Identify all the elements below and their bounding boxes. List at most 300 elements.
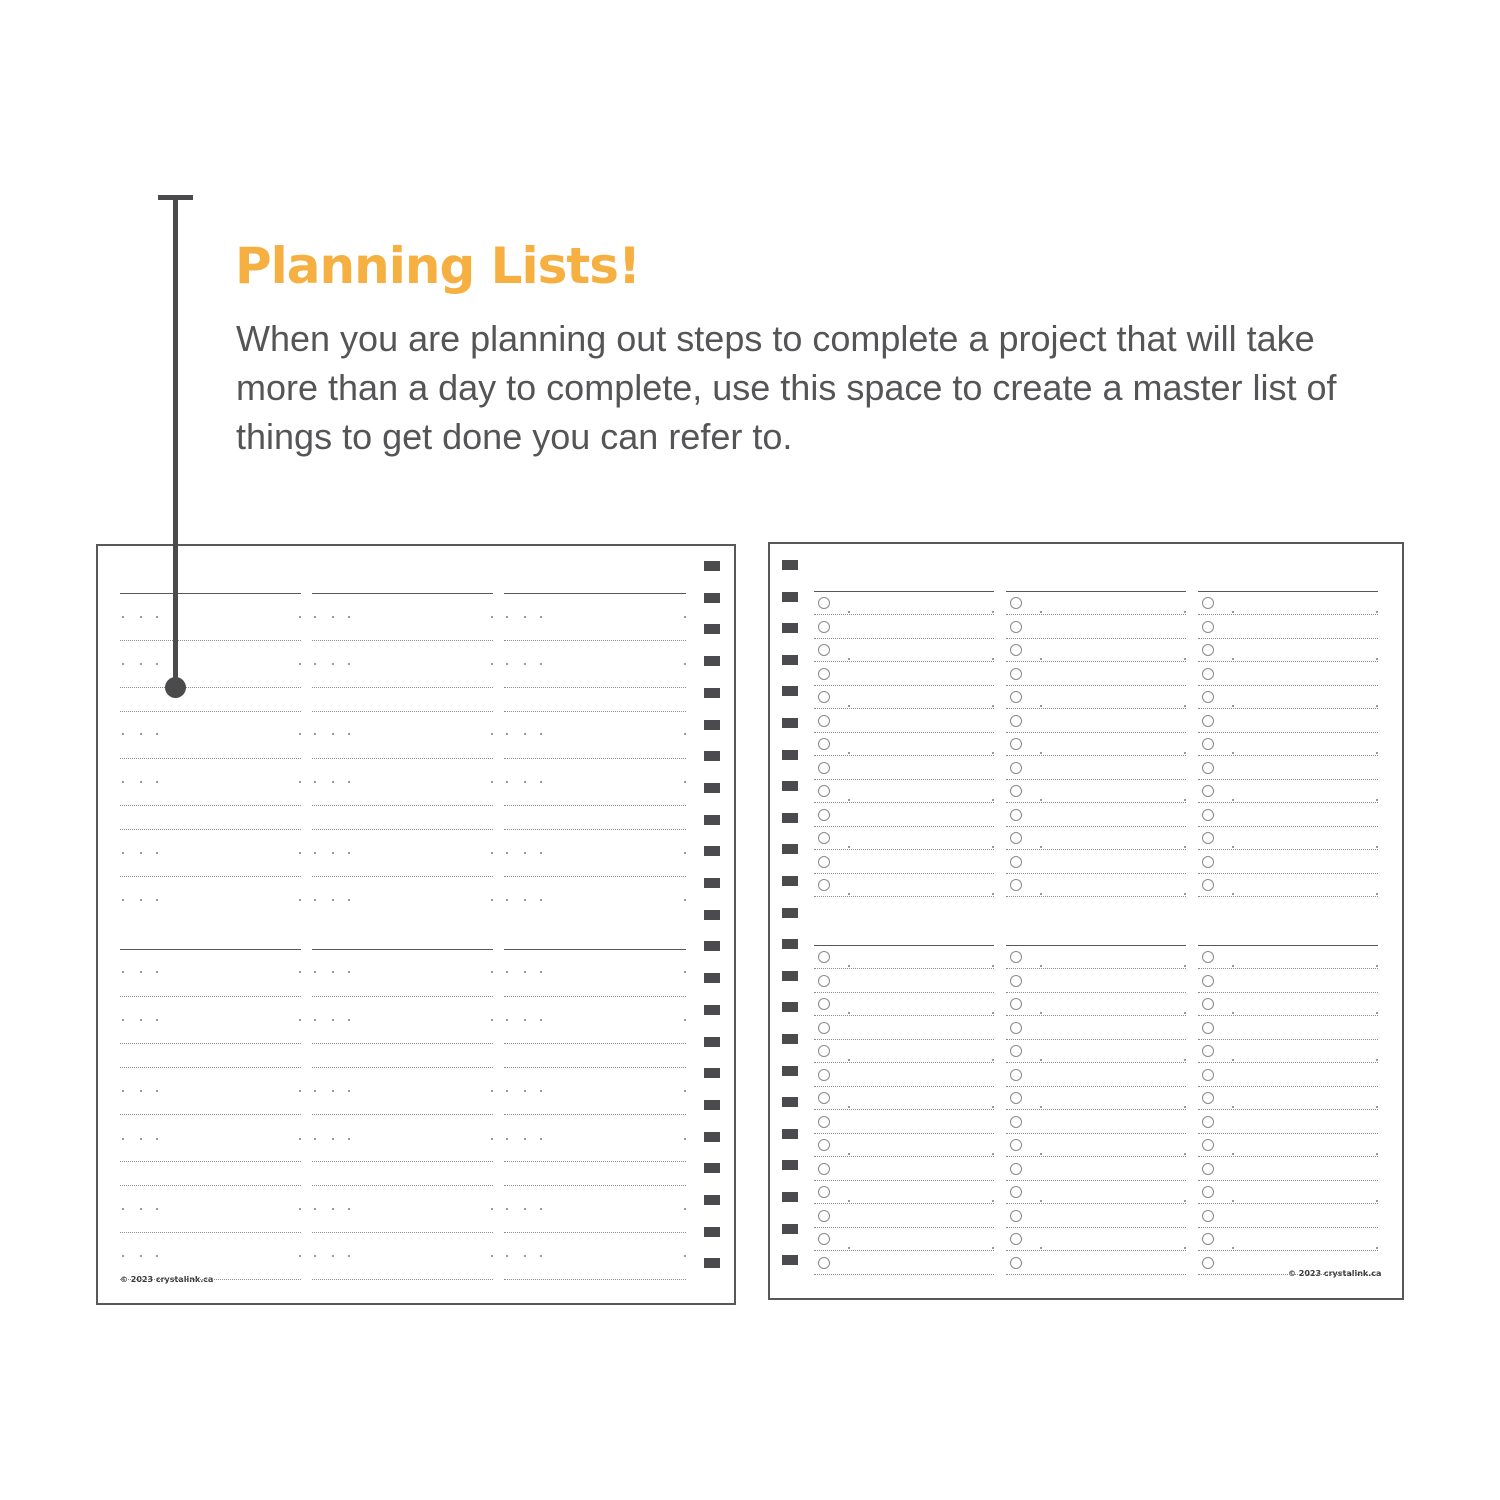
description-text: When you are planning out steps to complete a project that will take more than a day to complete, use this space to create a master list of things to get done you can refer to. <box>236 318 1337 457</box>
list-dot <box>684 1138 686 1140</box>
list-dot <box>1232 1200 1234 1202</box>
checkbox-circle <box>1010 1045 1022 1057</box>
checklist-line <box>1006 968 1186 969</box>
checklist-line <box>814 896 994 897</box>
spiral-coil <box>704 973 720 983</box>
list-dot <box>491 852 493 854</box>
checklist-line <box>814 661 994 662</box>
list-dot <box>1040 658 1042 660</box>
list-dot <box>1040 1247 1042 1249</box>
list-line <box>120 1114 301 1115</box>
list-dot <box>992 846 994 848</box>
spiral-coil <box>782 971 798 981</box>
checkbox-circle <box>1010 762 1022 774</box>
list-line <box>120 687 301 688</box>
list-line <box>120 1043 301 1044</box>
list-dot <box>122 663 124 665</box>
checklist-header-rule <box>1006 945 1186 946</box>
list-dot <box>506 971 508 973</box>
list-dot <box>1376 799 1378 801</box>
checkbox-circle <box>818 832 830 844</box>
list-dot <box>1376 611 1378 613</box>
checklist-line <box>1006 826 1186 827</box>
list-dot <box>684 1090 686 1092</box>
list-dot <box>540 1090 542 1092</box>
checkbox-circle <box>1010 832 1022 844</box>
checkbox-circle <box>818 715 830 727</box>
list-dot <box>1040 1059 1042 1061</box>
checkbox-circle <box>1010 1139 1022 1151</box>
checklist-line <box>814 802 994 803</box>
list-line <box>504 1114 686 1115</box>
list-dot <box>332 971 334 973</box>
list-line <box>312 1232 493 1233</box>
checklist-line <box>814 992 994 993</box>
list-dot <box>314 1090 316 1092</box>
list-dot <box>992 1247 994 1249</box>
list-line <box>312 1043 493 1044</box>
planner-page-left <box>96 544 736 1305</box>
list-line <box>120 640 301 641</box>
checklist-line <box>1006 1156 1186 1157</box>
list-line <box>504 1232 686 1233</box>
checkbox-circle <box>1010 785 1022 797</box>
spiral-coil <box>704 941 720 951</box>
checklist-line <box>1198 1227 1378 1228</box>
copyright-footer: © 2023 crystalink.ca <box>1288 1269 1382 1278</box>
checkbox-circle <box>1202 597 1214 609</box>
list-dot <box>314 1019 316 1021</box>
list-dot <box>140 781 142 783</box>
list-dot <box>491 1255 493 1257</box>
checklist-line <box>1198 638 1378 639</box>
checklist-header-rule <box>1006 591 1186 592</box>
list-dot <box>684 616 686 618</box>
spiral-coil <box>782 908 798 918</box>
list-dot <box>992 1106 994 1108</box>
checkbox-circle <box>818 762 830 774</box>
list-dot <box>332 1090 334 1092</box>
list-dot <box>1040 1012 1042 1014</box>
list-dot <box>1040 799 1042 801</box>
checkbox-circle <box>1202 856 1214 868</box>
list-dot <box>140 733 142 735</box>
list-dot <box>314 733 316 735</box>
list-dot <box>1232 1153 1234 1155</box>
list-line <box>504 1279 686 1280</box>
spiral-coil <box>704 783 720 793</box>
checklist-line <box>1198 1086 1378 1087</box>
list-dot <box>524 1090 526 1092</box>
list-line <box>504 1161 686 1162</box>
list-dot <box>540 971 542 973</box>
spiral-coil <box>782 1066 798 1076</box>
checklist-line <box>814 732 994 733</box>
list-line <box>120 805 301 806</box>
list-dot <box>992 1153 994 1155</box>
list-dot <box>848 611 850 613</box>
checklist-line <box>1006 1227 1186 1228</box>
spiral-coil <box>704 561 720 571</box>
list-dot <box>540 1019 542 1021</box>
checkbox-circle <box>1202 975 1214 987</box>
checkbox-circle <box>1010 1257 1022 1269</box>
checkbox-circle <box>1202 1022 1214 1034</box>
list-line <box>312 640 493 641</box>
list-line <box>504 1067 686 1068</box>
list-dot <box>314 971 316 973</box>
list-dot <box>992 1059 994 1061</box>
checklist-line <box>1006 638 1186 639</box>
checkbox-circle <box>1202 738 1214 750</box>
checkbox-circle <box>1010 1163 1022 1175</box>
spiral-coil <box>782 718 798 728</box>
checkbox-circle <box>818 1233 830 1245</box>
checkbox-circle <box>1010 951 1022 963</box>
checklist-header-rule <box>1198 945 1378 946</box>
list-dot <box>684 1208 686 1210</box>
checkbox-circle <box>818 1257 830 1269</box>
checkbox-circle <box>818 1092 830 1104</box>
list-dot <box>1376 893 1378 895</box>
list-dot <box>140 1138 142 1140</box>
checklist-line <box>814 1109 994 1110</box>
list-dot <box>140 616 142 618</box>
list-line <box>312 876 493 877</box>
list-dot <box>524 971 526 973</box>
list-dot <box>332 616 334 618</box>
list-dot <box>140 1090 142 1092</box>
checklist-line <box>1006 896 1186 897</box>
checklist-line <box>1198 896 1378 897</box>
list-dot <box>491 1208 493 1210</box>
list-dot <box>992 965 994 967</box>
checkbox-circle <box>1202 1139 1214 1151</box>
list-dot <box>1376 1200 1378 1202</box>
list-dot <box>1040 965 1042 967</box>
list-dot <box>1184 1153 1186 1155</box>
list-dot <box>348 781 350 783</box>
list-dot <box>491 781 493 783</box>
list-dot <box>348 733 350 735</box>
list-dot <box>540 852 542 854</box>
list-dot <box>992 658 994 660</box>
spiral-coil <box>782 592 798 602</box>
planner-page-right <box>768 542 1404 1300</box>
checkbox-circle <box>1202 762 1214 774</box>
checklist-line <box>814 849 994 850</box>
checklist-line <box>1006 802 1186 803</box>
list-dot <box>524 616 526 618</box>
checkbox-circle <box>818 621 830 633</box>
list-dot <box>156 1138 158 1140</box>
checkbox-circle <box>1202 1092 1214 1104</box>
list-dot <box>1376 705 1378 707</box>
checklist-line <box>1006 873 1186 874</box>
list-dot <box>156 1090 158 1092</box>
list-dot <box>348 1255 350 1257</box>
list-dot <box>140 1255 142 1257</box>
checklist-line <box>1198 826 1378 827</box>
list-dot <box>122 1019 124 1021</box>
spiral-coil <box>704 624 720 634</box>
checkbox-circle <box>1202 1163 1214 1175</box>
list-dot <box>348 1138 350 1140</box>
checklist-line <box>814 638 994 639</box>
list-dot <box>684 971 686 973</box>
list-dot <box>140 899 142 901</box>
list-dot <box>140 1208 142 1210</box>
checklist-line <box>814 755 994 756</box>
checklist-line <box>814 1015 994 1016</box>
checkbox-circle <box>1010 644 1022 656</box>
list-dot <box>332 899 334 901</box>
list-dot <box>1232 893 1234 895</box>
checklist-line <box>1198 1109 1378 1110</box>
checkbox-circle <box>1010 879 1022 891</box>
list-dot <box>524 663 526 665</box>
list-dot <box>540 781 542 783</box>
checklist-line <box>1006 685 1186 686</box>
checklist-line <box>1198 1039 1378 1040</box>
list-dot <box>299 971 301 973</box>
list-dot <box>122 1255 124 1257</box>
list-dot <box>348 971 350 973</box>
list-line <box>312 758 493 759</box>
list-dot <box>1232 1012 1234 1014</box>
list-dot <box>122 971 124 973</box>
list-dot <box>348 899 350 901</box>
list-line <box>504 640 686 641</box>
spiral-coil <box>782 1097 798 1107</box>
list-dot <box>299 1138 301 1140</box>
list-dot <box>156 1019 158 1021</box>
spiral-coil <box>782 1255 798 1265</box>
spiral-coil <box>782 844 798 854</box>
list-dot <box>156 616 158 618</box>
spiral-coil <box>782 750 798 760</box>
list-line <box>120 711 301 712</box>
checkbox-circle <box>1202 1210 1214 1222</box>
spiral-coil <box>782 686 798 696</box>
checkbox-circle <box>818 809 830 821</box>
list-dot <box>524 1208 526 1210</box>
spiral-coil <box>704 1037 720 1047</box>
checklist-header-rule <box>814 945 994 946</box>
list-line <box>120 1185 301 1186</box>
list-dot <box>506 1090 508 1092</box>
list-dot <box>156 1208 158 1210</box>
list-dot <box>491 733 493 735</box>
checklist-line <box>814 1062 994 1063</box>
list-line <box>120 1232 301 1233</box>
list-line <box>312 829 493 830</box>
list-dot <box>299 1090 301 1092</box>
list-dot <box>1232 611 1234 613</box>
list-dot <box>140 971 142 973</box>
list-dot <box>156 663 158 665</box>
checklist-line <box>814 1156 994 1157</box>
list-dot <box>540 899 542 901</box>
list-dot <box>348 852 350 854</box>
list-dot <box>299 1208 301 1210</box>
checkbox-circle <box>1202 621 1214 633</box>
checkbox-circle <box>1010 856 1022 868</box>
spiral-coil <box>704 878 720 888</box>
list-dot <box>491 971 493 973</box>
list-dot <box>1376 658 1378 660</box>
copyright-footer: © 2023 crystalink.ca <box>120 1275 214 1284</box>
checkbox-circle <box>818 1163 830 1175</box>
spiral-coil <box>704 1100 720 1110</box>
checkbox-circle <box>818 1022 830 1034</box>
list-dot <box>524 852 526 854</box>
checkbox-circle <box>818 597 830 609</box>
checklist-line <box>1006 1086 1186 1087</box>
checkbox-circle <box>1202 998 1214 1010</box>
list-dot <box>348 1208 350 1210</box>
spiral-coil <box>704 656 720 666</box>
checklist-line <box>1198 1015 1378 1016</box>
page-title: Planning Lists! <box>235 237 640 295</box>
checklist-line <box>1006 661 1186 662</box>
spiral-coil <box>704 1195 720 1205</box>
spiral-coil <box>704 593 720 603</box>
checkbox-circle <box>818 1210 830 1222</box>
list-dot <box>1184 658 1186 660</box>
spiral-coil <box>782 655 798 665</box>
list-dot <box>1232 1059 1234 1061</box>
list-header-rule <box>504 593 686 594</box>
list-dot <box>314 852 316 854</box>
list-line <box>312 1067 493 1068</box>
checklist-line <box>1198 849 1378 850</box>
list-dot <box>848 1106 850 1108</box>
checklist-line <box>1006 1062 1186 1063</box>
list-dot <box>1376 1059 1378 1061</box>
checklist-line <box>814 614 994 615</box>
checklist-line <box>1198 755 1378 756</box>
checklist-line <box>1006 1109 1186 1110</box>
list-dot <box>1184 846 1186 848</box>
list-dot <box>1184 799 1186 801</box>
list-dot <box>140 852 142 854</box>
list-dot <box>491 1138 493 1140</box>
list-line <box>312 996 493 997</box>
list-dot <box>299 733 301 735</box>
checkbox-circle <box>1010 691 1022 703</box>
list-dot <box>506 852 508 854</box>
spiral-coil <box>782 1002 798 1012</box>
checkbox-circle <box>1010 597 1022 609</box>
list-dot <box>348 1090 350 1092</box>
list-dot <box>1376 752 1378 754</box>
checklist-line <box>1198 873 1378 874</box>
checklist-line <box>1198 732 1378 733</box>
list-dot <box>540 1138 542 1140</box>
checkbox-circle <box>1202 1186 1214 1198</box>
checkbox-circle <box>1010 1022 1022 1034</box>
checklist-line <box>1006 1203 1186 1204</box>
checklist-line <box>814 779 994 780</box>
checklist-line <box>1006 1180 1186 1181</box>
list-line <box>504 996 686 997</box>
list-dot <box>506 663 508 665</box>
list-dot <box>506 1255 508 1257</box>
list-dot <box>122 1090 124 1092</box>
checkbox-circle <box>818 1139 830 1151</box>
list-dot <box>1040 1200 1042 1202</box>
list-dot <box>540 616 542 618</box>
checkbox-circle <box>818 738 830 750</box>
list-dot <box>156 899 158 901</box>
list-dot <box>140 663 142 665</box>
list-dot <box>992 799 994 801</box>
checklist-line <box>814 708 994 709</box>
list-dot <box>314 781 316 783</box>
list-dot <box>1184 893 1186 895</box>
list-dot <box>314 1208 316 1210</box>
list-dot <box>1376 1153 1378 1155</box>
checklist-line <box>1006 708 1186 709</box>
spiral-coil <box>704 688 720 698</box>
checklist-line <box>1198 802 1378 803</box>
checkbox-circle <box>1010 621 1022 633</box>
list-line <box>504 1185 686 1186</box>
checkbox-circle <box>818 856 830 868</box>
list-dot <box>848 1012 850 1014</box>
checklist-line <box>814 1250 994 1251</box>
list-dot <box>122 899 124 901</box>
list-dot <box>1232 965 1234 967</box>
checkbox-circle <box>1010 809 1022 821</box>
checkbox-circle <box>1010 1210 1022 1222</box>
list-dot <box>314 663 316 665</box>
checkbox-circle <box>818 1116 830 1128</box>
list-dot <box>848 799 850 801</box>
list-dot <box>156 1255 158 1257</box>
list-dot <box>299 663 301 665</box>
checkbox-circle <box>1202 1116 1214 1128</box>
checkbox-circle <box>1202 668 1214 680</box>
checkbox-circle <box>818 691 830 703</box>
list-dot <box>848 1153 850 1155</box>
list-dot <box>506 1208 508 1210</box>
spiral-coil <box>782 560 798 570</box>
list-line <box>312 687 493 688</box>
checkbox-circle <box>818 951 830 963</box>
checkbox-circle <box>1010 1069 1022 1081</box>
checkbox-circle <box>1202 809 1214 821</box>
list-dot <box>1184 1012 1186 1014</box>
checkbox-circle <box>1202 644 1214 656</box>
list-dot <box>1232 752 1234 754</box>
list-line <box>120 758 301 759</box>
spiral-coil <box>704 910 720 920</box>
list-dot <box>332 1255 334 1257</box>
checkbox-circle <box>1010 738 1022 750</box>
list-dot <box>491 1090 493 1092</box>
spiral-coil <box>704 1258 720 1268</box>
list-dot <box>1040 752 1042 754</box>
spiral-coil <box>704 1227 720 1237</box>
checklist-line <box>1006 755 1186 756</box>
list-dot <box>1232 846 1234 848</box>
list-dot <box>1232 705 1234 707</box>
list-dot <box>848 1200 850 1202</box>
list-header-rule <box>120 593 301 594</box>
list-line <box>504 758 686 759</box>
